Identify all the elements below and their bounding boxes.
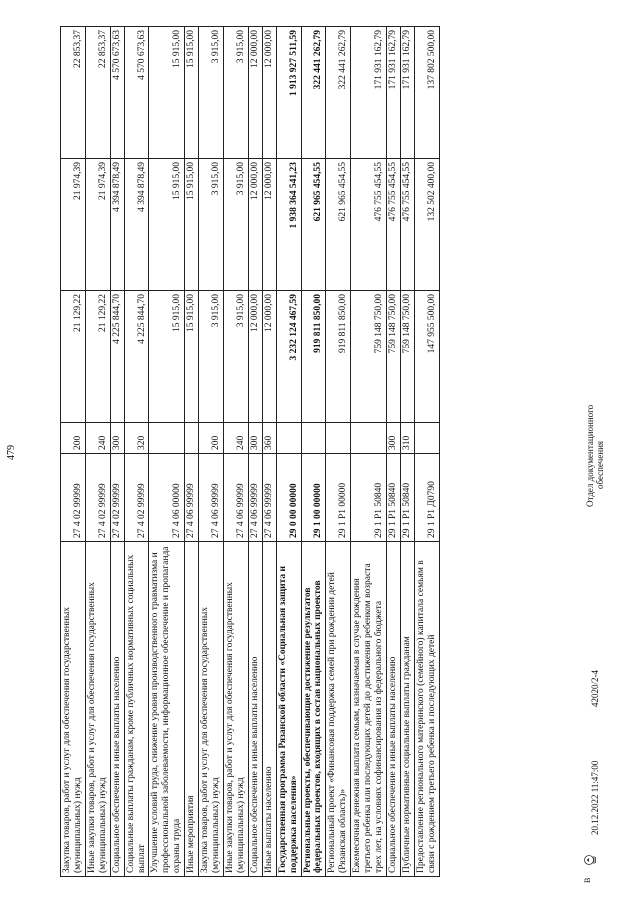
- row-amount-2025: 4 570 673,63: [124, 27, 149, 159]
- row-amount-2025: 12 000,00: [262, 27, 276, 159]
- row-name: Социальное обеспечение и иные выплаты населению: [386, 542, 400, 877]
- stamp-line-2: обеспечения: [594, 440, 605, 489]
- row-code: 29 0 00 00000: [276, 454, 301, 542]
- row-amount-2023: 4 225 844,70: [110, 291, 124, 423]
- row-expense-type: 240: [85, 423, 110, 454]
- row-name: Региональные проекты, обеспечивающие достижение результатов федеральных проектов, входящих в состав национальных проектов: [301, 542, 326, 877]
- row-amount-2024: 15 915,00: [185, 159, 199, 291]
- row-expense-type: [414, 423, 439, 454]
- row-name: Социальные выплаты гражданам, кроме публичных нормативных социальных выплат: [124, 542, 149, 877]
- row-name: Закупка товаров, работ и услуг для обеспечения государственных (муниципальных) нужд: [61, 542, 86, 877]
- table-row: [351, 27, 387, 877]
- row-code: 27 4 06 99999: [223, 454, 248, 542]
- row-expense-type: 300: [110, 423, 124, 454]
- table-row: [414, 27, 439, 877]
- row-amount-2023: 919 811 850,00: [326, 291, 351, 423]
- row-amount-2025: 3 915,00: [199, 27, 224, 159]
- row-name: Социальное обеспечение и иные выплаты населению: [110, 542, 124, 877]
- row-expense-type: [351, 423, 387, 454]
- row-amount-2024: 1 938 364 541,23: [276, 159, 301, 291]
- row-code: 27 4 06 99999: [262, 454, 276, 542]
- row-code: 29 1 P1 50840: [400, 454, 414, 542]
- row-code: 29 1 00 00000: [301, 454, 326, 542]
- row-name: Иные выплаты населению: [262, 542, 276, 877]
- row-amount-2023: 21 129,22: [85, 291, 110, 423]
- row-code: 29 1 P1 00000: [326, 454, 351, 542]
- row-amount-2023: 21 129,22: [61, 291, 86, 423]
- row-expense-type: 320: [124, 423, 149, 454]
- row-code: 27 4 06 00000: [149, 454, 185, 542]
- row-amount-2024: 21 974,39: [85, 159, 110, 291]
- row-name: Иные закупки товаров, работ и услуг для обеспечения государственных (муниципальных) нужд: [85, 542, 110, 877]
- table-row: [149, 27, 185, 877]
- row-name: Ежемесячная денежная выплата семьям, назначаемая в случае рождения третьего ребенка или последующих детей до достижения ребенком возраста трех лет, на условиях софинансирования из федерального бюджета: [351, 542, 387, 877]
- stamp-line-1: Отдел документационного: [585, 404, 595, 507]
- row-name: Улучшение условий труда, снижение уровня производственного травматизма и профессиональной заболеваемости, информационное обеспечение и пропаганда охраны труда: [149, 542, 185, 877]
- row-amount-2024: 621 965 454,55: [326, 159, 351, 291]
- budget-table-body: [61, 27, 440, 877]
- row-amount-2024: 476 755 454,55: [400, 159, 414, 291]
- table-row: [248, 27, 262, 877]
- table-row: [85, 27, 110, 877]
- row-amount-2024: 132 502 400,00: [414, 159, 439, 291]
- row-amount-2025: 15 915,00: [149, 27, 185, 159]
- row-amount-2023: 759 148 750,00: [400, 291, 414, 423]
- row-name: Иные мероприятия: [185, 542, 199, 877]
- row-expense-type: [326, 423, 351, 454]
- table-row: [276, 27, 301, 877]
- footer-datetime: 20.12.2022 11:47:00: [590, 760, 600, 835]
- row-amount-2023: 12 000,00: [248, 291, 262, 423]
- row-amount-2023: 919 811 850,00: [301, 291, 326, 423]
- row-code: 27 4 02 99999: [110, 454, 124, 542]
- row-code: 27 4 02 99999: [124, 454, 149, 542]
- table-row: [185, 27, 199, 877]
- row-amount-2023: 147 955 500,00: [414, 291, 439, 423]
- footer-doc-id: 42020/2-4: [590, 670, 600, 707]
- row-code: 27 4 06 99999: [248, 454, 262, 542]
- row-amount-2024: 3 915,00: [199, 159, 224, 291]
- row-name: Региональный проект «Финансовая поддержка семей при рождении детей (Рязанская область)»: [326, 542, 351, 877]
- row-amount-2023: 759 148 750,00: [351, 291, 387, 423]
- row-amount-2023: 4 225 844,70: [124, 291, 149, 423]
- row-amount-2025: 322 441 262,79: [301, 27, 326, 159]
- row-amount-2025: 322 441 262,79: [326, 27, 351, 159]
- row-amount-2025: 171 931 162,79: [386, 27, 400, 159]
- row-amount-2024: 476 755 454,55: [386, 159, 400, 291]
- row-amount-2025: 22 853,37: [61, 27, 86, 159]
- row-amount-2024: 3 915,00: [223, 159, 248, 291]
- row-amount-2023: 3 232 124 467,59: [276, 291, 301, 423]
- budget-table: [60, 26, 440, 877]
- row-amount-2024: 12 000,00: [262, 159, 276, 291]
- row-amount-2025: 1 913 927 511,59: [276, 27, 301, 159]
- table-row: [386, 27, 400, 877]
- row-expense-type: [149, 423, 185, 454]
- row-amount-2024: 476 755 454,55: [351, 159, 387, 291]
- row-code: 27 4 06 99999: [199, 454, 224, 542]
- row-amount-2023: 3 915,00: [223, 291, 248, 423]
- row-amount-2023: 15 915,00: [149, 291, 185, 423]
- table-row: [199, 27, 224, 877]
- row-amount-2024: 15 915,00: [149, 159, 185, 291]
- row-amount-2025: 4 570 673,63: [110, 27, 124, 159]
- row-name: Социальное обеспечение и иные выплаты населению: [248, 542, 262, 877]
- row-amount-2024: 21 974,39: [61, 159, 86, 291]
- table-row: [61, 27, 86, 877]
- row-amount-2023: 3 915,00: [199, 291, 224, 423]
- row-expense-type: 200: [61, 423, 86, 454]
- row-name: Закупка товаров, работ и услуг для обеспечения государственных (муниципальных) нужд: [199, 542, 224, 877]
- emblem-icon: [583, 853, 597, 867]
- row-amount-2023: 759 148 750,00: [386, 291, 400, 423]
- row-code: 27 4 02 99999: [61, 454, 86, 542]
- row-amount-2024: 4 394 878,49: [110, 159, 124, 291]
- row-amount-2025: 22 853,37: [85, 27, 110, 159]
- table-row: [301, 27, 326, 877]
- table-row: [400, 27, 414, 877]
- row-expense-type: [185, 423, 199, 454]
- row-amount-2025: 12 000,00: [248, 27, 262, 159]
- row-amount-2023: 15 915,00: [185, 291, 199, 423]
- row-expense-type: 300: [386, 423, 400, 454]
- page-number: 479: [6, 445, 17, 460]
- row-code: 29 1 P1 50840: [351, 454, 387, 542]
- row-code: 27 4 02 99999: [85, 454, 110, 542]
- row-code: 27 4 06 99999: [185, 454, 199, 542]
- row-expense-type: 200: [199, 423, 224, 454]
- row-name: Государственная программа Рязанской области «Социальная защита и поддержка населения»: [276, 542, 301, 877]
- row-code: 29 1 P1 50840: [386, 454, 400, 542]
- table-row: [124, 27, 149, 877]
- table-row: [110, 27, 124, 877]
- row-expense-type: 240: [223, 423, 248, 454]
- table-row: [223, 27, 248, 877]
- row-expense-type: 310: [400, 423, 414, 454]
- row-amount-2024: 621 965 454,55: [301, 159, 326, 291]
- row-name: Предоставление регионального материнского (семейного) капитала семьям в связи с рождением третьего ребенка и последующих детей: [414, 542, 439, 877]
- mark-letter: В: [583, 877, 592, 883]
- row-amount-2023: 12 000,00: [262, 291, 276, 423]
- row-name: Иные закупки товаров, работ и услуг для обеспечения государственных (муниципальных) нужд: [223, 542, 248, 877]
- row-amount-2025: 171 931 162,79: [400, 27, 414, 159]
- row-expense-type: [301, 423, 326, 454]
- row-expense-type: 300: [248, 423, 262, 454]
- row-code: 29 1 P1 Д0790: [414, 454, 439, 542]
- row-amount-2025: 137 802 500,00: [414, 27, 439, 159]
- row-name: Публичные нормативные социальные выплаты гражданам: [400, 542, 414, 877]
- row-amount-2024: 12 000,00: [248, 159, 262, 291]
- row-expense-type: 360: [262, 423, 276, 454]
- row-amount-2024: 4 394 878,49: [124, 159, 149, 291]
- table-row: [262, 27, 276, 877]
- row-expense-type: [276, 423, 301, 454]
- row-amount-2025: 15 915,00: [185, 27, 199, 159]
- department-stamp: [586, 405, 606, 507]
- row-amount-2025: 3 915,00: [223, 27, 248, 159]
- table-row: [326, 27, 351, 877]
- row-amount-2025: 171 931 162,79: [351, 27, 387, 159]
